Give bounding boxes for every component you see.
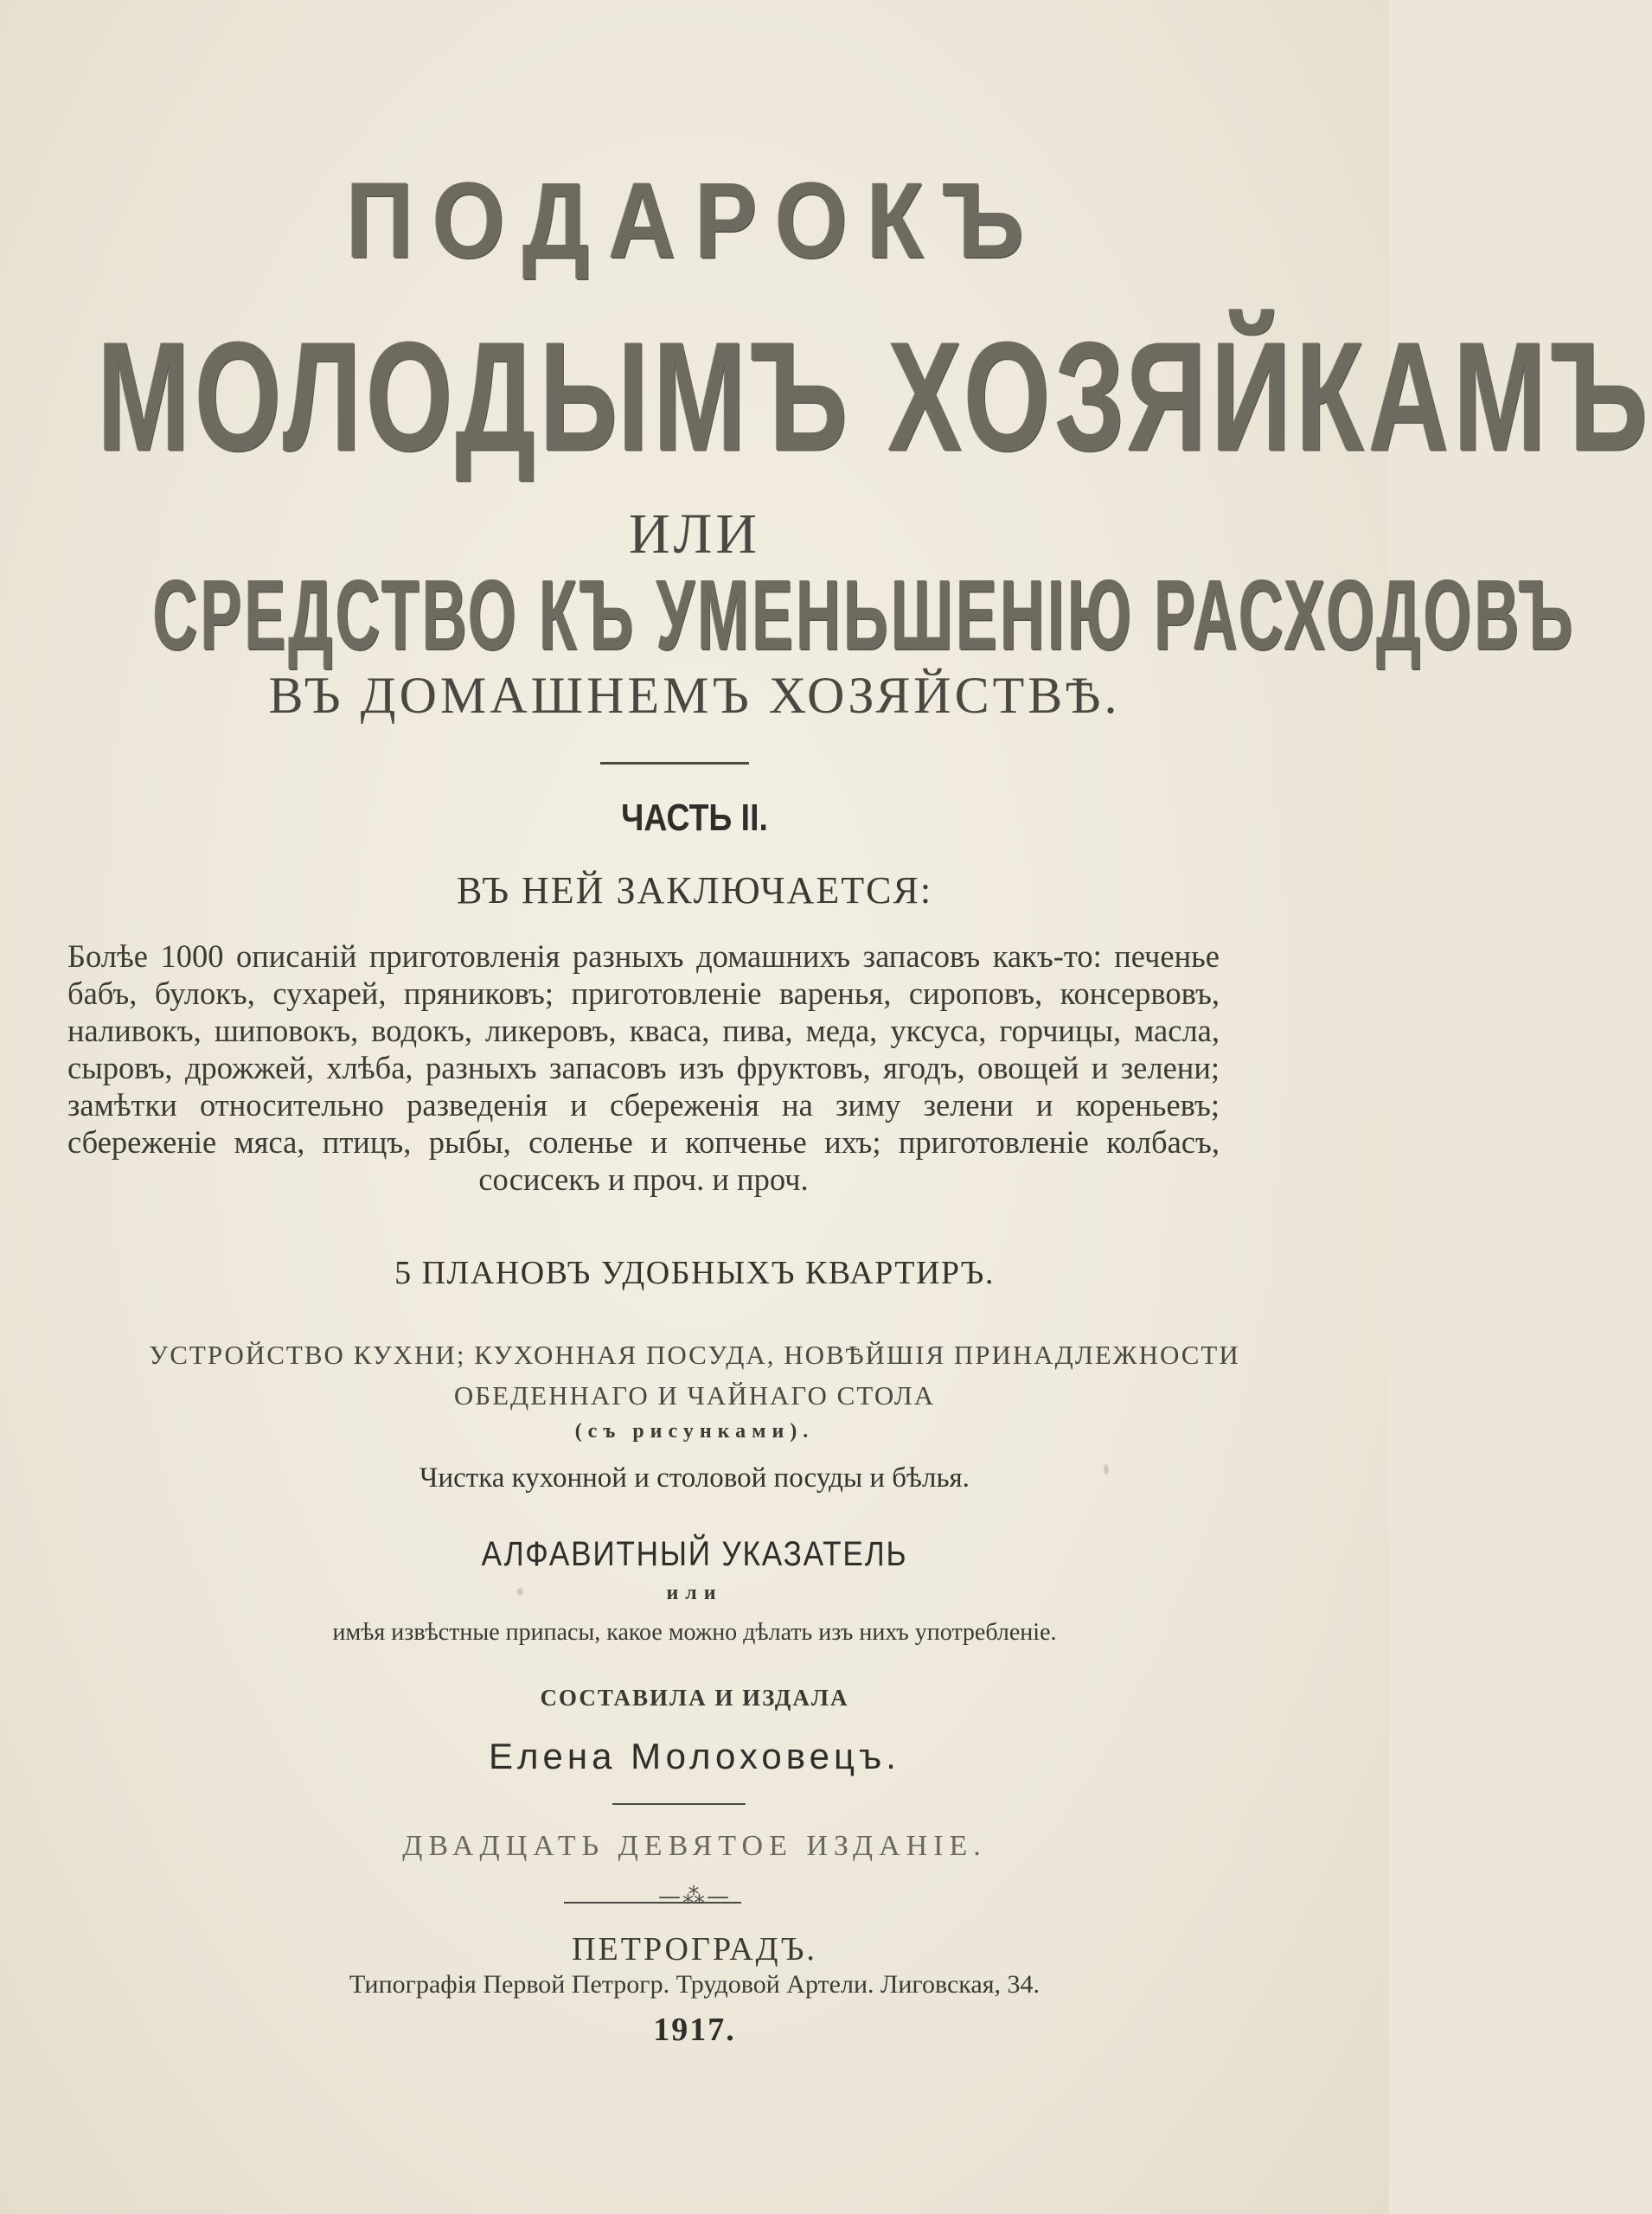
compiled-by: СОСТАВИЛА И ИЗДАЛА xyxy=(540,1685,849,1711)
paper-blemish xyxy=(517,1588,523,1596)
divider-rule-author xyxy=(612,1803,746,1805)
ornament-icon: —⁂— xyxy=(658,1884,731,1910)
imprint-printer: Типографія Первой Петрогр. Трудовой Артели. Лиговская, 34. xyxy=(349,1970,1041,1999)
part-number: ЧАСТЬ II. xyxy=(621,797,768,839)
title-line-sredstvo: СРЕДСТВО КЪ УМЕНЬШЕНІЮ РАСХОДОВЪ xyxy=(152,560,1576,671)
title-line-molodym-hozyaikam: МОЛОДЫМЪ ХОЗЯЙКАМЪ xyxy=(97,309,1652,483)
divider-rule xyxy=(600,762,749,765)
author-name: Елена Молоховецъ. xyxy=(489,1736,900,1776)
kitchen-line-1: УСТРОЙСТВО КУХНИ; КУХОННАЯ ПОСУДА, НОВѢЙШІЯ ПРИНАДЛЕЖНОСТИ xyxy=(149,1340,1240,1370)
imprint-year: 1917. xyxy=(653,2012,736,2048)
kitchen-line-3: (съ рисунками). xyxy=(574,1420,815,1443)
index-heading: АЛФАВИТНЫЙ УКАЗАТЕЛЬ xyxy=(481,1535,908,1573)
title-line-podarok: ПОДАРОКЪ xyxy=(346,159,1043,281)
cleaning-line: Чистка кухонной и столовой посуды и бѣлья. xyxy=(419,1462,970,1494)
paper-blemish xyxy=(1104,1464,1109,1475)
edition-line: ДВАДЦАТЬ ДЕВЯТОЕ ИЗДАНІЕ. xyxy=(402,1830,987,1862)
contents-heading: ВЪ НЕЙ ЗАКЛЮЧАЕТСЯ: xyxy=(456,869,933,912)
plans-line: 5 ПЛАНОВЪ УДОБНЫХЪ КВАРТИРЪ. xyxy=(394,1255,995,1291)
kitchen-line-2: ОБЕДЕННАГО И ЧАЙНАГО СТОЛА xyxy=(453,1380,936,1411)
title-line-ili: ИЛИ xyxy=(628,502,761,566)
imprint-city: ПЕТРОГРАДЪ. xyxy=(572,1931,817,1968)
index-description: имѣя извѣстные припасы, какое можно дѣлать изъ нихъ употребленіе. xyxy=(332,1619,1057,1646)
title-line-domashnem: ВЪ ДОМАШНЕМЪ ХОЗЯЙСТВѢ. xyxy=(268,667,1121,724)
contents-description: Болѣе 1000 описаній приготовленія разныхъ домашнихъ запасовъ какъ-то: печенье бабъ, булокъ, сухарей, пряниковъ; приготовленіе варенья, сироповъ, консервовъ, наливокъ, шиповокъ, водокъ, ликеровъ, кваса, пива, меда, уксуса, горчицы, масла, сыровъ, дрожжей, хлѣба, разныхъ запасовъ изъ фруктовъ, ягодъ, овощей и зелени; замѣтки относительно разведенія и сбереженія на зиму зелени и кореньевъ; сбереженіе мяса, птицъ, рыбы, соленье и копченье ихъ; приготовленіе колбасъ, сосисекъ и проч. и проч. xyxy=(67,938,1220,1197)
index-or: или xyxy=(666,1582,723,1604)
